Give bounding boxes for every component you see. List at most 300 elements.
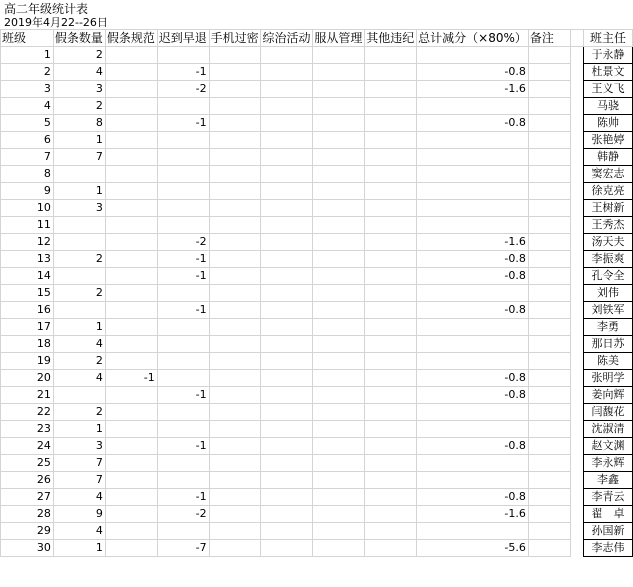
total-cell[interactable] [417,217,529,234]
late-early-cell[interactable] [157,47,209,64]
gap-cell[interactable] [571,64,584,81]
remark-cell[interactable] [528,523,570,540]
other-cell[interactable] [365,302,417,319]
teacher-cell[interactable]: 窦宏志 [584,166,633,183]
late-early-cell[interactable] [157,455,209,472]
obey-cell[interactable] [313,183,365,200]
leave-norm-cell[interactable] [105,489,157,506]
teacher-cell[interactable]: 那日苏 [584,336,633,353]
obey-cell[interactable] [313,421,365,438]
remark-cell[interactable] [528,132,570,149]
leave-norm-cell[interactable] [105,302,157,319]
leave-count-cell[interactable]: 8 [53,115,105,132]
activity-cell[interactable] [261,166,313,183]
remark-cell[interactable] [528,421,570,438]
class-cell[interactable]: 27 [1,489,54,506]
obey-cell[interactable] [313,64,365,81]
leave-count-cell[interactable]: 7 [53,455,105,472]
remark-cell[interactable] [528,81,570,98]
leave-norm-cell[interactable]: -1 [105,370,157,387]
header-total[interactable]: 总计减分（×80%） [418,31,527,45]
obey-cell[interactable] [313,132,365,149]
phone-cell[interactable] [209,285,261,302]
class-cell[interactable]: 17 [1,319,54,336]
leave-count-cell[interactable]: 1 [53,540,105,557]
teacher-cell[interactable]: 刘伟 [584,285,633,302]
class-cell[interactable]: 2 [1,64,54,81]
gap-cell[interactable] [571,234,584,251]
total-cell[interactable]: -1.6 [417,81,529,98]
obey-cell[interactable] [313,523,365,540]
leave-count-cell[interactable]: 4 [53,370,105,387]
remark-cell[interactable] [528,47,570,64]
total-cell[interactable] [417,353,529,370]
leave-count-cell[interactable]: 2 [53,353,105,370]
total-cell[interactable]: -0.8 [417,115,529,132]
other-cell[interactable] [365,404,417,421]
other-cell[interactable] [365,489,417,506]
activity-cell[interactable] [261,81,313,98]
total-cell[interactable]: -0.8 [417,64,529,81]
class-cell[interactable]: 28 [1,506,54,523]
phone-cell[interactable] [209,438,261,455]
total-cell[interactable]: -0.8 [417,438,529,455]
teacher-cell[interactable]: 李勇 [584,319,633,336]
late-early-cell[interactable] [157,523,209,540]
obey-cell[interactable] [313,47,365,64]
leave-norm-cell[interactable] [105,438,157,455]
teacher-cell[interactable]: 闫馥花 [584,404,633,421]
class-cell[interactable]: 12 [1,234,54,251]
total-cell[interactable] [417,285,529,302]
leave-norm-cell[interactable] [105,404,157,421]
header-late-early[interactable]: 迟到早退 [157,30,209,47]
gap-cell[interactable] [571,421,584,438]
phone-cell[interactable] [209,472,261,489]
total-cell[interactable] [417,455,529,472]
activity-cell[interactable] [261,489,313,506]
total-cell[interactable] [417,132,529,149]
gap-cell[interactable] [571,200,584,217]
leave-norm-cell[interactable] [105,183,157,200]
phone-cell[interactable] [209,302,261,319]
late-early-cell[interactable] [157,200,209,217]
phone-cell[interactable] [209,217,261,234]
obey-cell[interactable] [313,200,365,217]
obey-cell[interactable] [313,404,365,421]
late-early-cell[interactable] [157,132,209,149]
leave-count-cell[interactable] [53,302,105,319]
late-early-cell[interactable]: -2 [157,506,209,523]
late-early-cell[interactable] [157,149,209,166]
other-cell[interactable] [365,64,417,81]
other-cell[interactable] [365,268,417,285]
date-range[interactable]: 2019年4月22--26日 [4,16,108,29]
class-cell[interactable]: 24 [1,438,54,455]
obey-cell[interactable] [313,438,365,455]
late-early-cell[interactable] [157,166,209,183]
class-cell[interactable]: 15 [1,285,54,302]
phone-cell[interactable] [209,166,261,183]
remark-cell[interactable] [528,387,570,404]
late-early-cell[interactable]: -2 [157,81,209,98]
obey-cell[interactable] [313,387,365,404]
obey-cell[interactable] [313,115,365,132]
total-cell[interactable] [417,421,529,438]
phone-cell[interactable] [209,336,261,353]
teacher-cell[interactable]: 李青云 [584,489,633,506]
teacher-cell[interactable]: 李鑫 [584,472,633,489]
remark-cell[interactable] [528,489,570,506]
phone-cell[interactable] [209,115,261,132]
activity-cell[interactable] [261,251,313,268]
obey-cell[interactable] [313,149,365,166]
total-cell[interactable] [417,336,529,353]
class-cell[interactable]: 22 [1,404,54,421]
other-cell[interactable] [365,166,417,183]
class-cell[interactable]: 8 [1,166,54,183]
remark-cell[interactable] [528,336,570,353]
late-early-cell[interactable]: -1 [157,268,209,285]
total-cell[interactable]: -0.8 [417,387,529,404]
activity-cell[interactable] [261,149,313,166]
teacher-cell[interactable]: 李志伟 [584,540,633,557]
leave-count-cell[interactable]: 2 [53,285,105,302]
remark-cell[interactable] [528,166,570,183]
activity-cell[interactable] [261,404,313,421]
other-cell[interactable] [365,506,417,523]
total-cell[interactable] [417,149,529,166]
other-cell[interactable] [365,115,417,132]
other-cell[interactable] [365,47,417,64]
leave-count-cell[interactable]: 7 [53,472,105,489]
obey-cell[interactable] [313,81,365,98]
total-cell[interactable]: -0.8 [417,489,529,506]
phone-cell[interactable] [209,540,261,557]
phone-cell[interactable] [209,421,261,438]
leave-norm-cell[interactable] [105,540,157,557]
activity-cell[interactable] [261,285,313,302]
late-early-cell[interactable]: -1 [157,64,209,81]
leave-count-cell[interactable] [53,166,105,183]
header-leave-count[interactable]: 假条数量 [53,30,105,47]
obey-cell[interactable] [313,472,365,489]
gap-cell[interactable] [571,285,584,302]
remark-cell[interactable] [528,370,570,387]
sheet-title[interactable]: 高二年级统计表 [4,2,89,16]
total-cell[interactable]: -1.6 [417,506,529,523]
phone-cell[interactable] [209,81,261,98]
activity-cell[interactable] [261,217,313,234]
obey-cell[interactable] [313,217,365,234]
remark-cell[interactable] [528,183,570,200]
other-cell[interactable] [365,387,417,404]
obey-cell[interactable] [313,506,365,523]
gap-cell[interactable] [571,506,584,523]
phone-cell[interactable] [209,455,261,472]
activity-cell[interactable] [261,370,313,387]
teacher-cell[interactable]: 陈帅 [584,115,633,132]
class-cell[interactable]: 30 [1,540,54,557]
activity-cell[interactable] [261,132,313,149]
other-cell[interactable] [365,438,417,455]
remark-cell[interactable] [528,506,570,523]
late-early-cell[interactable]: -1 [157,438,209,455]
remark-cell[interactable] [528,98,570,115]
total-cell[interactable]: -0.8 [417,268,529,285]
leave-norm-cell[interactable] [105,268,157,285]
leave-norm-cell[interactable] [105,506,157,523]
class-cell[interactable]: 20 [1,370,54,387]
class-cell[interactable]: 14 [1,268,54,285]
class-cell[interactable]: 5 [1,115,54,132]
other-cell[interactable] [365,319,417,336]
other-cell[interactable] [365,81,417,98]
total-cell[interactable] [417,47,529,64]
leave-norm-cell[interactable] [105,336,157,353]
leave-count-cell[interactable]: 3 [53,200,105,217]
class-cell[interactable]: 13 [1,251,54,268]
activity-cell[interactable] [261,472,313,489]
activity-cell[interactable] [261,353,313,370]
obey-cell[interactable] [313,302,365,319]
gap-cell[interactable] [571,251,584,268]
phone-cell[interactable] [209,149,261,166]
late-early-cell[interactable] [157,217,209,234]
leave-count-cell[interactable]: 4 [53,336,105,353]
activity-cell[interactable] [261,336,313,353]
phone-cell[interactable] [209,234,261,251]
leave-norm-cell[interactable] [105,251,157,268]
other-cell[interactable] [365,183,417,200]
class-cell[interactable]: 9 [1,183,54,200]
leave-norm-cell[interactable] [105,421,157,438]
gap-cell[interactable] [571,47,584,64]
activity-cell[interactable] [261,421,313,438]
gap-cell[interactable] [571,166,584,183]
teacher-cell[interactable]: 张艳婷 [584,132,633,149]
leave-norm-cell[interactable] [105,149,157,166]
header-other[interactable]: 其他违纪 [365,30,417,47]
activity-cell[interactable] [261,523,313,540]
activity-cell[interactable] [261,47,313,64]
total-cell[interactable] [417,319,529,336]
total-cell[interactable]: -0.8 [417,370,529,387]
other-cell[interactable] [365,421,417,438]
total-cell[interactable] [417,523,529,540]
class-cell[interactable]: 10 [1,200,54,217]
remark-cell[interactable] [528,319,570,336]
remark-cell[interactable] [528,353,570,370]
obey-cell[interactable] [313,370,365,387]
gap-cell[interactable] [571,319,584,336]
obey-cell[interactable] [313,234,365,251]
remark-cell[interactable] [528,302,570,319]
teacher-cell[interactable]: 孙国新 [584,523,633,540]
late-early-cell[interactable]: -1 [157,302,209,319]
teacher-cell[interactable]: 王树新 [584,200,633,217]
obey-cell[interactable] [313,285,365,302]
late-early-cell[interactable] [157,353,209,370]
obey-cell[interactable] [313,455,365,472]
late-early-cell[interactable] [157,404,209,421]
phone-cell[interactable] [209,489,261,506]
gap-cell[interactable] [571,387,584,404]
phone-cell[interactable] [209,353,261,370]
phone-cell[interactable] [209,132,261,149]
late-early-cell[interactable]: -1 [157,251,209,268]
leave-norm-cell[interactable] [105,217,157,234]
leave-norm-cell[interactable] [105,166,157,183]
class-cell[interactable]: 23 [1,421,54,438]
leave-norm-cell[interactable] [105,98,157,115]
phone-cell[interactable] [209,387,261,404]
header-gap[interactable] [571,30,584,47]
leave-norm-cell[interactable] [105,47,157,64]
remark-cell[interactable] [528,115,570,132]
other-cell[interactable] [365,353,417,370]
class-cell[interactable]: 1 [1,47,54,64]
obey-cell[interactable] [313,98,365,115]
header-leave-norm[interactable]: 假条规范 [105,30,157,47]
header-teacher[interactable]: 班主任 [584,30,633,47]
gap-cell[interactable] [571,455,584,472]
gap-cell[interactable] [571,336,584,353]
gap-cell[interactable] [571,370,584,387]
phone-cell[interactable] [209,404,261,421]
gap-cell[interactable] [571,540,584,557]
activity-cell[interactable] [261,200,313,217]
header-class[interactable]: 班级 [1,30,54,47]
leave-norm-cell[interactable] [105,132,157,149]
phone-cell[interactable] [209,200,261,217]
class-cell[interactable]: 25 [1,455,54,472]
leave-count-cell[interactable] [53,217,105,234]
teacher-cell[interactable]: 沈淑清 [584,421,633,438]
remark-cell[interactable] [528,472,570,489]
phone-cell[interactable] [209,183,261,200]
gap-cell[interactable] [571,404,584,421]
obey-cell[interactable] [313,319,365,336]
activity-cell[interactable] [261,64,313,81]
activity-cell[interactable] [261,302,313,319]
leave-norm-cell[interactable] [105,200,157,217]
other-cell[interactable] [365,472,417,489]
remark-cell[interactable] [528,251,570,268]
activity-cell[interactable] [261,455,313,472]
phone-cell[interactable] [209,523,261,540]
late-early-cell[interactable] [157,183,209,200]
total-cell[interactable]: -1.6 [417,234,529,251]
obey-cell[interactable] [313,268,365,285]
remark-cell[interactable] [528,200,570,217]
teacher-cell[interactable]: 马骁 [584,98,633,115]
total-cell[interactable]: -0.8 [417,302,529,319]
phone-cell[interactable] [209,506,261,523]
late-early-cell[interactable]: -1 [157,115,209,132]
leave-count-cell[interactable]: 4 [53,64,105,81]
teacher-cell[interactable]: 姜向辉 [584,387,633,404]
late-early-cell[interactable]: -7 [157,540,209,557]
phone-cell[interactable] [209,64,261,81]
teacher-cell[interactable]: 李永辉 [584,455,633,472]
leave-count-cell[interactable]: 1 [53,421,105,438]
activity-cell[interactable] [261,98,313,115]
leave-count-cell[interactable]: 7 [53,149,105,166]
other-cell[interactable] [365,217,417,234]
other-cell[interactable] [365,336,417,353]
teacher-cell[interactable]: 汤天夫 [584,234,633,251]
total-cell[interactable]: -0.8 [417,251,529,268]
other-cell[interactable] [365,540,417,557]
class-cell[interactable]: 16 [1,302,54,319]
remark-cell[interactable] [528,438,570,455]
late-early-cell[interactable] [157,370,209,387]
other-cell[interactable] [365,234,417,251]
teacher-cell[interactable]: 孔令全 [584,268,633,285]
class-cell[interactable]: 7 [1,149,54,166]
leave-count-cell[interactable]: 2 [53,98,105,115]
remark-cell[interactable] [528,285,570,302]
other-cell[interactable] [365,455,417,472]
late-early-cell[interactable]: -2 [157,234,209,251]
activity-cell[interactable] [261,540,313,557]
late-early-cell[interactable] [157,285,209,302]
class-cell[interactable]: 4 [1,98,54,115]
total-cell[interactable] [417,98,529,115]
phone-cell[interactable] [209,251,261,268]
phone-cell[interactable] [209,98,261,115]
other-cell[interactable] [365,200,417,217]
class-cell[interactable]: 6 [1,132,54,149]
obey-cell[interactable] [313,336,365,353]
teacher-cell[interactable]: 陈美 [584,353,633,370]
leave-norm-cell[interactable] [105,81,157,98]
leave-norm-cell[interactable] [105,234,157,251]
total-cell[interactable] [417,183,529,200]
late-early-cell[interactable] [157,472,209,489]
class-cell[interactable]: 3 [1,81,54,98]
total-cell[interactable] [417,404,529,421]
leave-count-cell[interactable] [53,268,105,285]
gap-cell[interactable] [571,81,584,98]
remark-cell[interactable] [528,149,570,166]
leave-count-cell[interactable]: 1 [53,132,105,149]
leave-norm-cell[interactable] [105,353,157,370]
teacher-cell[interactable]: 韩静 [584,149,633,166]
activity-cell[interactable] [261,506,313,523]
remark-cell[interactable] [528,404,570,421]
gap-cell[interactable] [571,132,584,149]
total-cell[interactable]: -5.6 [417,540,529,557]
total-cell[interactable] [417,200,529,217]
obey-cell[interactable] [313,251,365,268]
leave-count-cell[interactable]: 3 [53,438,105,455]
teacher-cell[interactable]: 张明学 [584,370,633,387]
leave-norm-cell[interactable] [105,455,157,472]
late-early-cell[interactable] [157,319,209,336]
teacher-cell[interactable]: 李振爽 [584,251,633,268]
gap-cell[interactable] [571,268,584,285]
leave-norm-cell[interactable] [105,523,157,540]
phone-cell[interactable] [209,370,261,387]
late-early-cell[interactable] [157,98,209,115]
gap-cell[interactable] [571,489,584,506]
activity-cell[interactable] [261,319,313,336]
leave-count-cell[interactable]: 3 [53,81,105,98]
remark-cell[interactable] [528,64,570,81]
teacher-cell[interactable]: 于永静 [584,47,633,64]
